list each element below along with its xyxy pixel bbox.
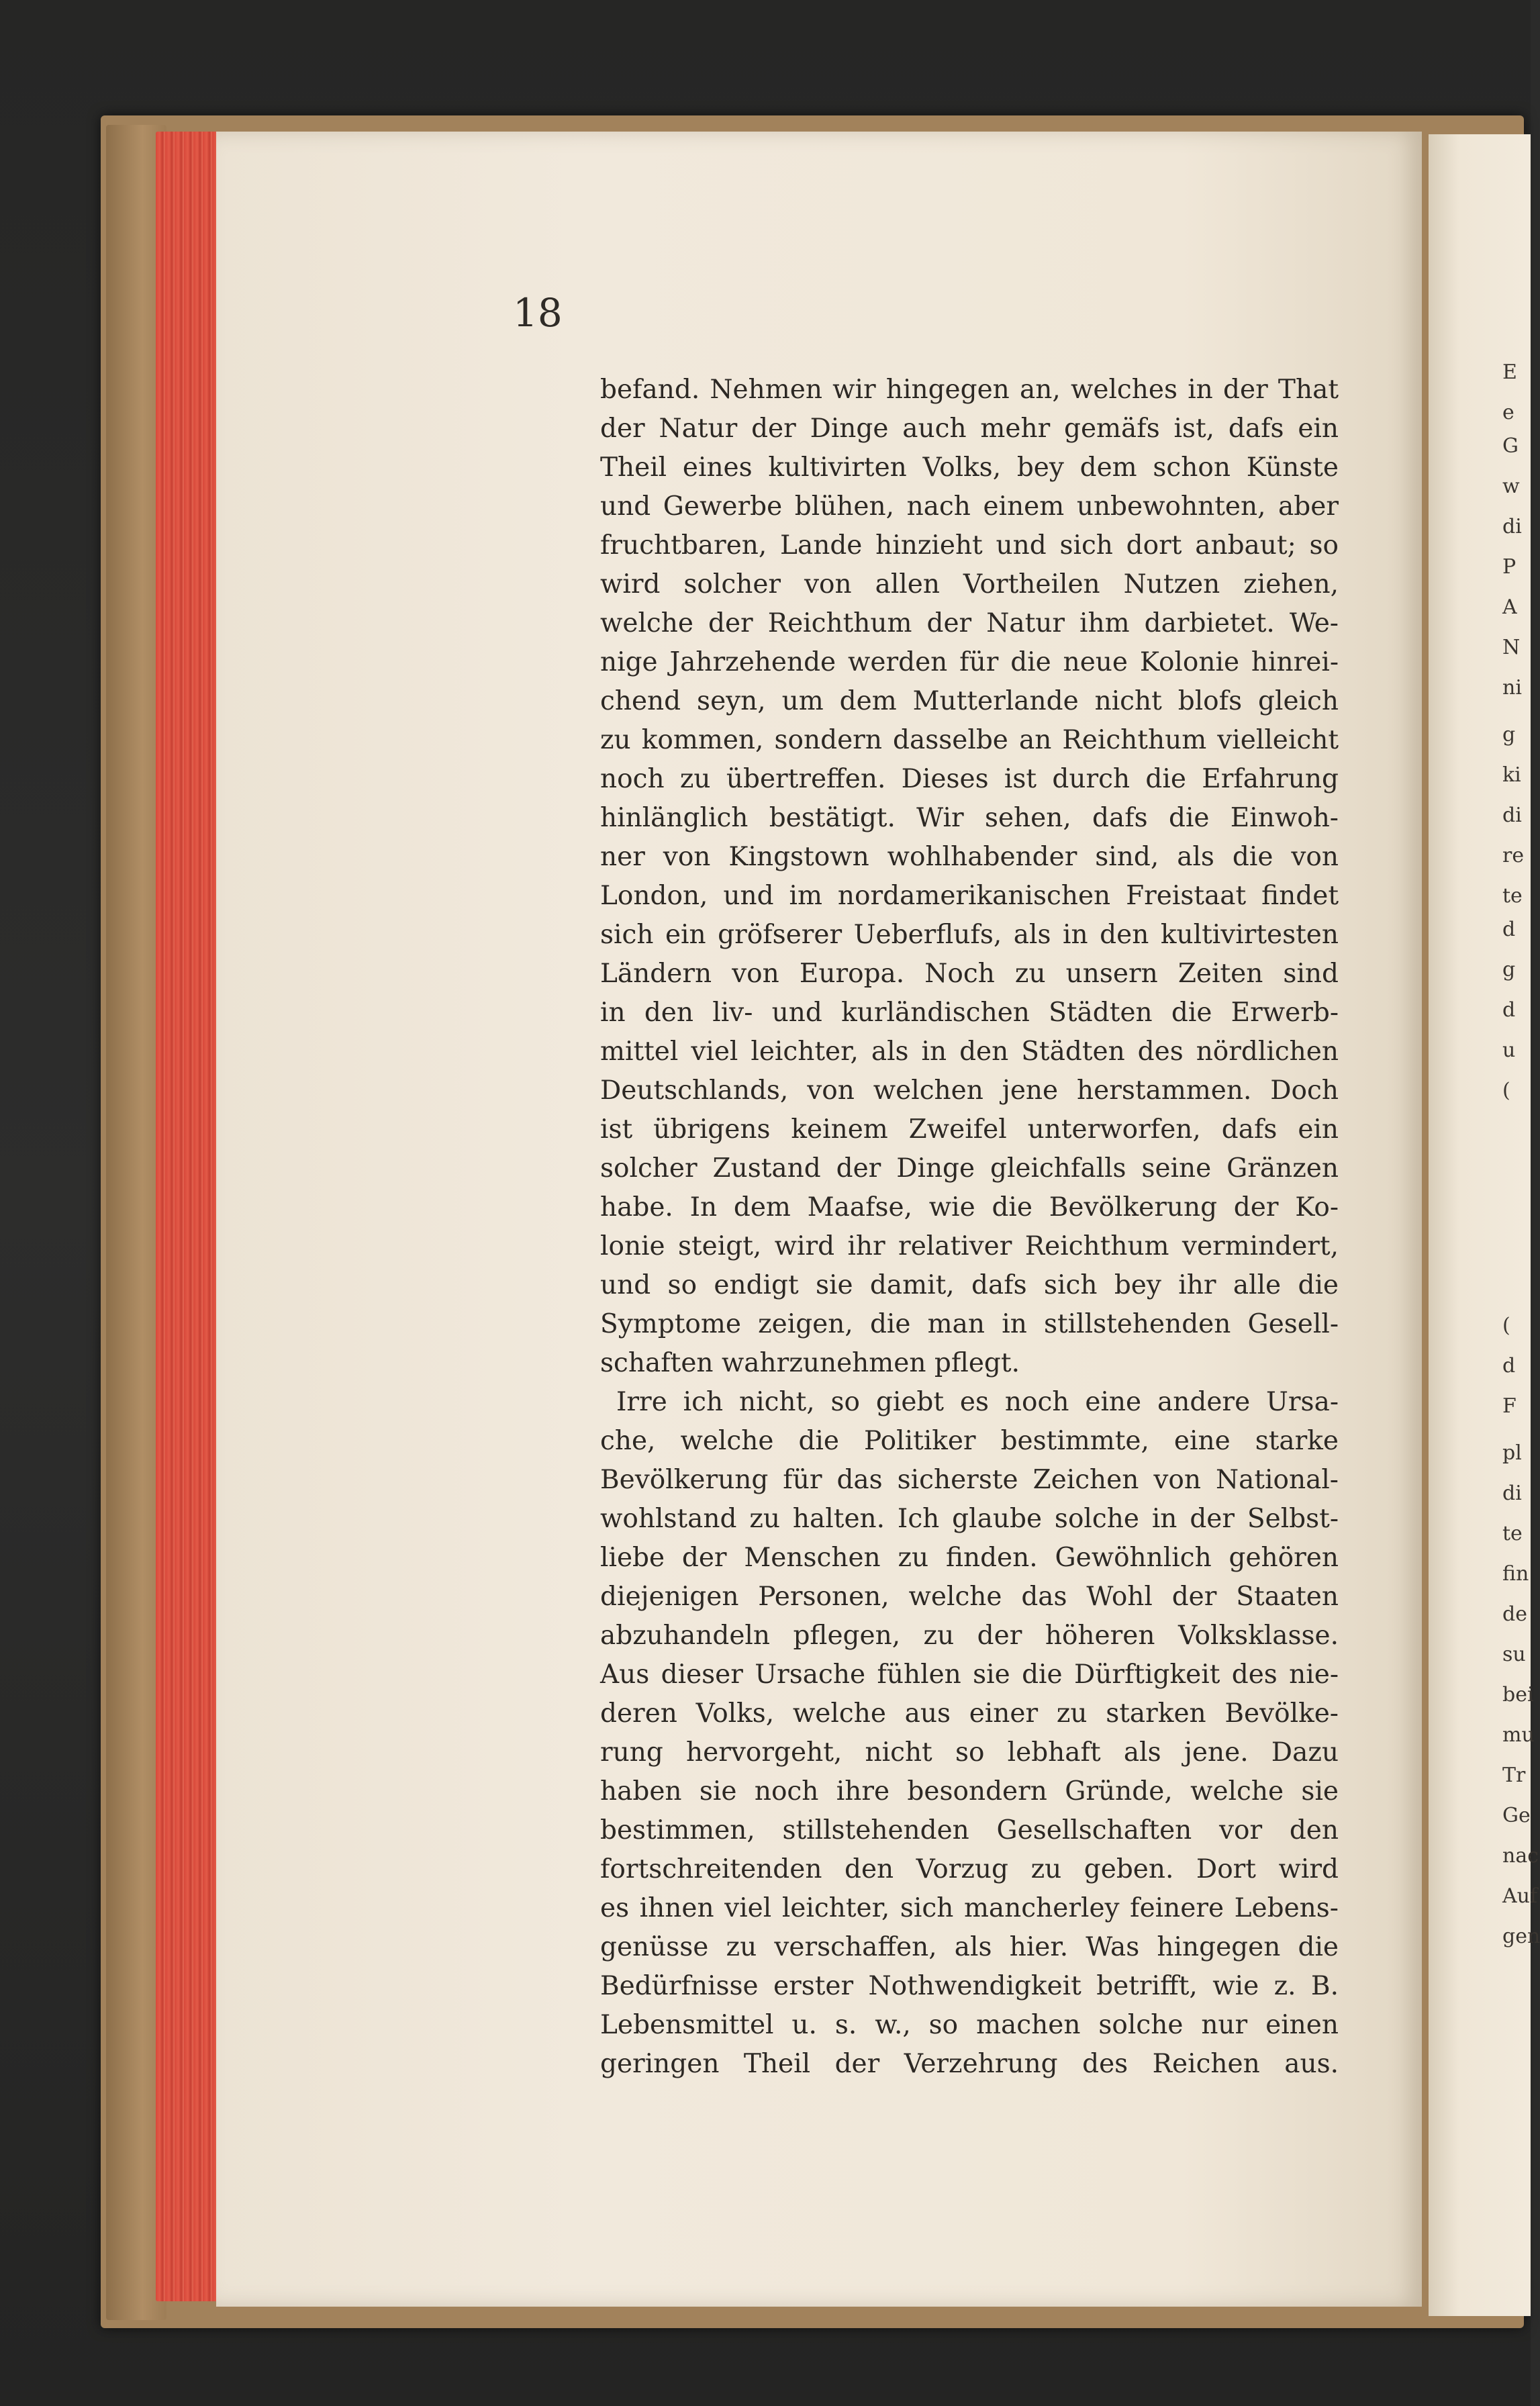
facing-page-fragment: u	[1502, 1039, 1516, 1062]
facing-page-fragment: su	[1502, 1643, 1526, 1666]
facing-page-fragment: ni	[1502, 676, 1522, 700]
body-text	[600, 371, 1339, 2084]
facing-page-fragment: g	[1502, 723, 1516, 747]
text-line: habe. In dem Maafse, wie die Bevölkerung der Ko-	[600, 1192, 1339, 1222]
facing-page-fragment: N	[1502, 636, 1521, 659]
text-line: fortschreitenden den Vorzug zu geben. Dort wird	[600, 1854, 1339, 1884]
facing-page-fragment: re	[1502, 844, 1525, 867]
text-line: noch zu übertreffen. Dieses ist durch die Erfahrung	[600, 764, 1339, 794]
text-line: nige Jahrzehende werden für die neue Kolonie hinrei-	[600, 647, 1339, 677]
facing-page-fragment: bei	[1502, 1683, 1534, 1706]
facing-page-fragment: di	[1502, 515, 1522, 538]
text-line: schaften wahrzunehmen pflegt.	[600, 1348, 1020, 1378]
facing-page-fragment: E	[1502, 360, 1517, 384]
facing-page-fragment: d	[1502, 918, 1516, 941]
facing-page-fragment: d	[1502, 1354, 1516, 1378]
text-line: wird solcher von allen Vortheilen Nutzen ziehen,	[600, 569, 1339, 599]
facing-page-fragment: g	[1502, 958, 1516, 981]
facing-page-fragment: te	[1502, 884, 1523, 908]
facing-page-fragment: mu	[1502, 1723, 1535, 1747]
text-line: liebe der Menschen zu finden. Gewöhnlich gehören	[600, 1543, 1339, 1573]
facing-page-fragment: d	[1502, 998, 1516, 1022]
facing-page-fragment: de	[1502, 1602, 1527, 1626]
text-line: bestimmen, stillstehenden Gesellschaften vor den	[600, 1815, 1339, 1845]
facing-page-fragment: gen	[1502, 1925, 1540, 1948]
text-line: London, und im nordamerikanischen Freistaat findet	[600, 881, 1339, 911]
text-line: Symptome zeigen, die man in stillstehenden Gesell-	[600, 1309, 1339, 1339]
facing-page-fragment: F	[1502, 1394, 1517, 1418]
text-line: und so endigt sie damit, dafs sich bey ihr alle die	[600, 1270, 1339, 1300]
text-line: in den liv- und kurländischen Städten die Erwerb-	[600, 998, 1339, 1028]
text-line: Ländern von Europa. Noch zu unsern Zeiten sind	[600, 959, 1339, 989]
text-line: che, welche die Politiker bestimmte, eine starke	[600, 1426, 1339, 1456]
facing-page-fragment: Tr	[1502, 1764, 1526, 1787]
text-line: ist übrigens keinem Zweifel unterworfen, dafs ein	[600, 1114, 1339, 1145]
text-line: solcher Zustand der Dinge gleichfalls seine Gränzen	[600, 1153, 1339, 1184]
facing-page-fragment: G	[1502, 434, 1519, 458]
facing-page-fragment: nac	[1502, 1844, 1539, 1868]
facing-page-edge	[1429, 134, 1540, 2316]
text-line: lonie steigt, wird ihr relativer Reichthum vermindert,	[600, 1231, 1339, 1261]
facing-page-fragment: fin	[1502, 1562, 1529, 1586]
text-line: es ihnen viel leichter, sich mancherley feinere Lebens-	[600, 1893, 1339, 1923]
text-line: Aus dieser Ursache fühlen sie die Dürftigkeit des nie-	[600, 1659, 1339, 1690]
text-line: chend seyn, um dem Mutterlande nicht blofs gleich	[600, 686, 1339, 716]
facing-page-fragment: (	[1502, 1079, 1510, 1102]
text-line: hinlänglich bestätigt. Wir sehen, dafs die Einwoh-	[600, 803, 1339, 833]
text-line: diejenigen Personen, welche das Wohl der Staaten	[600, 1582, 1339, 1612]
text-line: wohlstand zu halten. Ich glaube solche in der Selbst-	[600, 1504, 1339, 1534]
facing-page-fragment: (	[1502, 1314, 1510, 1337]
facing-page-fragment: te	[1502, 1522, 1523, 1545]
facing-page-fragment: di	[1502, 804, 1522, 827]
text-line: Deutschlands, von welchen jene herstammen. Doch	[600, 1075, 1339, 1106]
facing-page-fragment: e	[1502, 401, 1514, 424]
facing-page-fragment: w	[1502, 475, 1520, 498]
text-line: Irre ich nicht, so giebt es noch eine andere Ursa-	[616, 1387, 1339, 1417]
text-line: Bedürfnisse erster Nothwendigkeit betrifft, wie z. B.	[600, 1971, 1339, 2001]
facing-page-fragment: Auf	[1502, 1884, 1538, 1908]
facing-page-fragment: pl	[1502, 1441, 1522, 1465]
text-line: deren Volks, welche aus einer zu starken Bevölke-	[600, 1698, 1339, 1729]
facing-page-fragment: P	[1502, 555, 1517, 579]
text-line: und Gewerbe blühen, nach einem unbewohnten, aber	[600, 491, 1339, 522]
text-line: Theil eines kultivirten Volks, bey dem schon Künste	[600, 452, 1339, 483]
text-line: haben sie noch ihre besondern Gründe, welche sie	[600, 1776, 1339, 1807]
text-line: geringen Theil der Verzehrung des Reichen aus.	[600, 2049, 1339, 2079]
text-line: zu kommen, sondern dasselbe an Reichthum vielleicht	[600, 725, 1339, 755]
text-line: abzuhandeln pflegen, zu der höheren Volksklasse.	[600, 1621, 1339, 1651]
text-line: der Natur der Dinge auch mehr gemäfs ist, dafs ein	[600, 414, 1339, 444]
text-line: genüsse zu verschaffen, als hier. Was hingegen die	[600, 1932, 1339, 1962]
text-line: welche der Reichthum der Natur ihm darbietet. We-	[600, 608, 1339, 638]
text-line: Bevölkerung für das sicherste Zeichen von National-	[600, 1465, 1339, 1495]
text-line: rung hervorgeht, nicht so lebhaft als jene. Dazu	[600, 1737, 1339, 1768]
facing-page-fragment: A	[1502, 595, 1517, 619]
facing-page-fragment: ki	[1502, 763, 1521, 787]
facing-page-fragment: di	[1502, 1482, 1522, 1505]
text-line: fruchtbaren, Lande hinzieht und sich dort anbaut; so	[600, 530, 1339, 561]
text-line: Lebensmittel u. s. w., so machen solche nur einen	[600, 2010, 1339, 2040]
text-line: ner von Kingstown wohlhabender sind, als die von	[600, 842, 1339, 872]
page-number: 18	[513, 290, 563, 336]
text-line: sich ein gröfserer Ueberflufs, als in den kultivirtesten	[600, 920, 1339, 950]
text-line: befand. Nehmen wir hingegen an, welches in der That	[600, 375, 1339, 405]
text-line: mittel viel leichter, als in den Städten des nördlichen	[600, 1037, 1339, 1067]
facing-page-fragment: Ge	[1502, 1804, 1531, 1827]
